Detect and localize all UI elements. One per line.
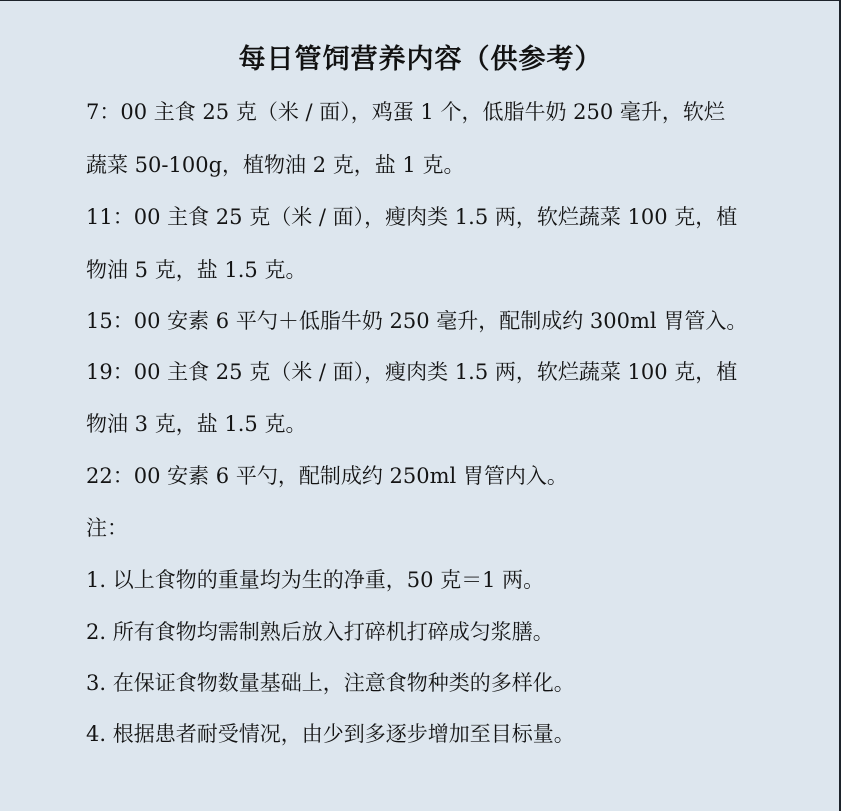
schedule-0700-line-2: 蔬菜 50-100g，植物油 2 克，盐 1 克。 [86,153,465,177]
schedule-1500-line: 15：00 安素 6 平勺＋低脂牛奶 250 毫升，配制成约 300ml 胃管入。 [86,309,748,333]
schedule-1100-line-1: 11：00 主食 25 克（米 / 面），瘦肉类 1.5 两，软烂蔬菜 100 克，植 [86,205,738,229]
note-item-2: 2. 所有食物均需制熟后放入打碎机打碎成匀浆膳。 [86,620,554,644]
schedule-1100-line-2: 物油 5 克，盐 1.5 克。 [86,258,307,282]
note-item-4: 4. 根据患者耐受情况，由少到多逐步增加至目标量。 [86,722,575,746]
page-title: 每日管饲营养内容（供参考） [238,44,603,75]
notes-heading: 注： [86,516,128,540]
schedule-1900-line-2: 物油 3 克，盐 1.5 克。 [86,412,307,436]
note-item-1: 1. 以上食物的重量均为生的净重，50 克＝1 两。 [86,568,545,592]
schedule-0700-line-1: 7：00 主食 25 克（米 / 面），鸡蛋 1 个，低脂牛奶 250 毫升，软烂 [86,100,725,124]
schedule-1900-line-1: 19：00 主食 25 克（米 / 面），瘦肉类 1.5 两，软烂蔬菜 100 克，植 [86,360,738,384]
note-item-3: 3. 在保证食物数量基础上，注意食物种类的多样化。 [86,671,575,695]
schedule-2200-line: 22：00 安素 6 平勺，配制成约 250ml 胃管内入。 [86,464,568,488]
